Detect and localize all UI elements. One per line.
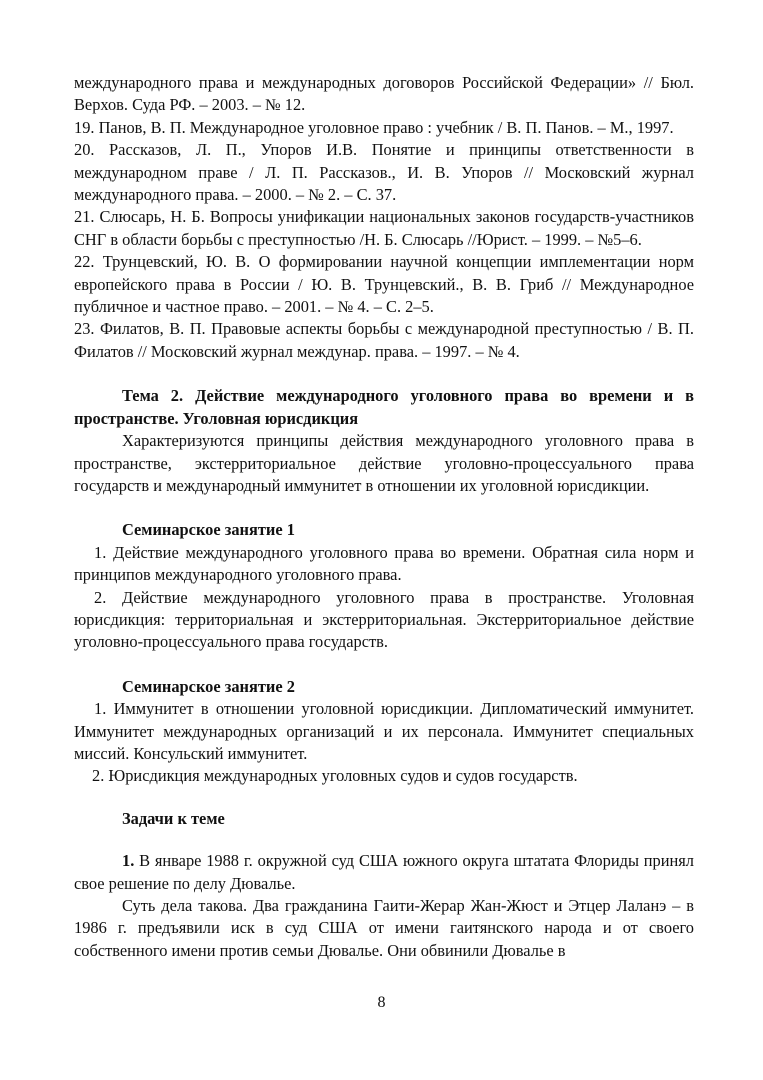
page-content [74,72,694,962]
reference-19: 19. Панов, В. П. Международное уголовное право : учебник / В. П. Панов. – М., 1997. [74,117,674,137]
reference-22: 22. Трунцевский, Ю. В. О формировании научной концепции имплементации норм европейского права в России / Ю. В. Трунцевский., В. В. Гриб // Международное публичное и частное право. – 2001. – № 4. – С. 2–5. [74,252,694,317]
reference-23: 23. Филатов, В. П. Правовые аспекты борьбы с международной преступностью / В. П. Филатов // Московский журнал междунар. права. – 1997. – № 4. [74,319,694,361]
seminar-2-item-1: 1. Иммунитет в отношении уголовной юрисдикции. Дипломатический иммунитет. Иммунитет международных организаций и их персонала. Иммунитет специальных миссий. Консульский иммунитет. [74,699,694,763]
topic-heading: Тема 2. Действие международного уголовного права во времени и в пространстве. Уголовная юрисдикция [74,386,694,428]
seminar-1-heading: Семинарское занятие 1 [122,520,295,540]
seminar-2-item-2: 2. Юрисдикция международных уголовных судов и судов государств. [92,766,578,786]
reference-continuation: международного права и международных договоров Российской Федерации» // Бюл. Верхов. Суда РФ. – 2003. – № 12. [74,73,694,115]
reference-20: 20. Рассказов, Л. П., Упоров И.В. Понятие и принципы ответственности в международном праве / Л. П. Рассказов., И. В. Упоров // Московский журнал международного права. – 2000. – № 2. – С. 37. [74,140,694,205]
task-1-text: В январе 1988 г. окружной суд США южного округа штатата Флориды принял свое решение по делу Дювалье. [74,851,694,893]
task-1-description: Суть дела такова. Два гражданина Гаити-Жерар Жан-Жюст и Этцер Лаланэ – в 1986 г. предъявили иск в суд США от имени гаитянского народа и от своего собственного имени против семьи Дювалье. Они обвинили Дювалье в [74,896,694,960]
seminar-2-heading: Семинарское занятие 2 [122,676,295,696]
reference-21: 21. Слюсарь, Н. Б. Вопросы унификации национальных законов государств-участников СНГ в области борьбы с преступностью /Н. Б. Слюсарь //Юрист. – 1999. – №5–6. [74,207,694,249]
task-1-paragraph [74,850,694,895]
page-number: 8 [377,994,386,1011]
seminar-1-item-2: 2. Действие международного уголовного права в пространстве. Уголовная юрисдикция: территориальная и экстерриториальная. Экстерриториальное действие уголовно-процессуального права государств. [74,587,694,652]
topic-description: Характеризуются принципы действия международного уголовного права в пространстве, экстерриториальное действие уголовно-процессуального права государств и международный иммунитет в отношении их уголовной юрисдикции. [74,431,694,495]
seminar-1-item-1: 1. Действие международного уголовного права во времени. Обратная сила норм и принципов международного уголовного права. [74,542,694,585]
tasks-heading: Задачи к теме [122,808,225,828]
task-1-number: 1. [122,851,135,871]
